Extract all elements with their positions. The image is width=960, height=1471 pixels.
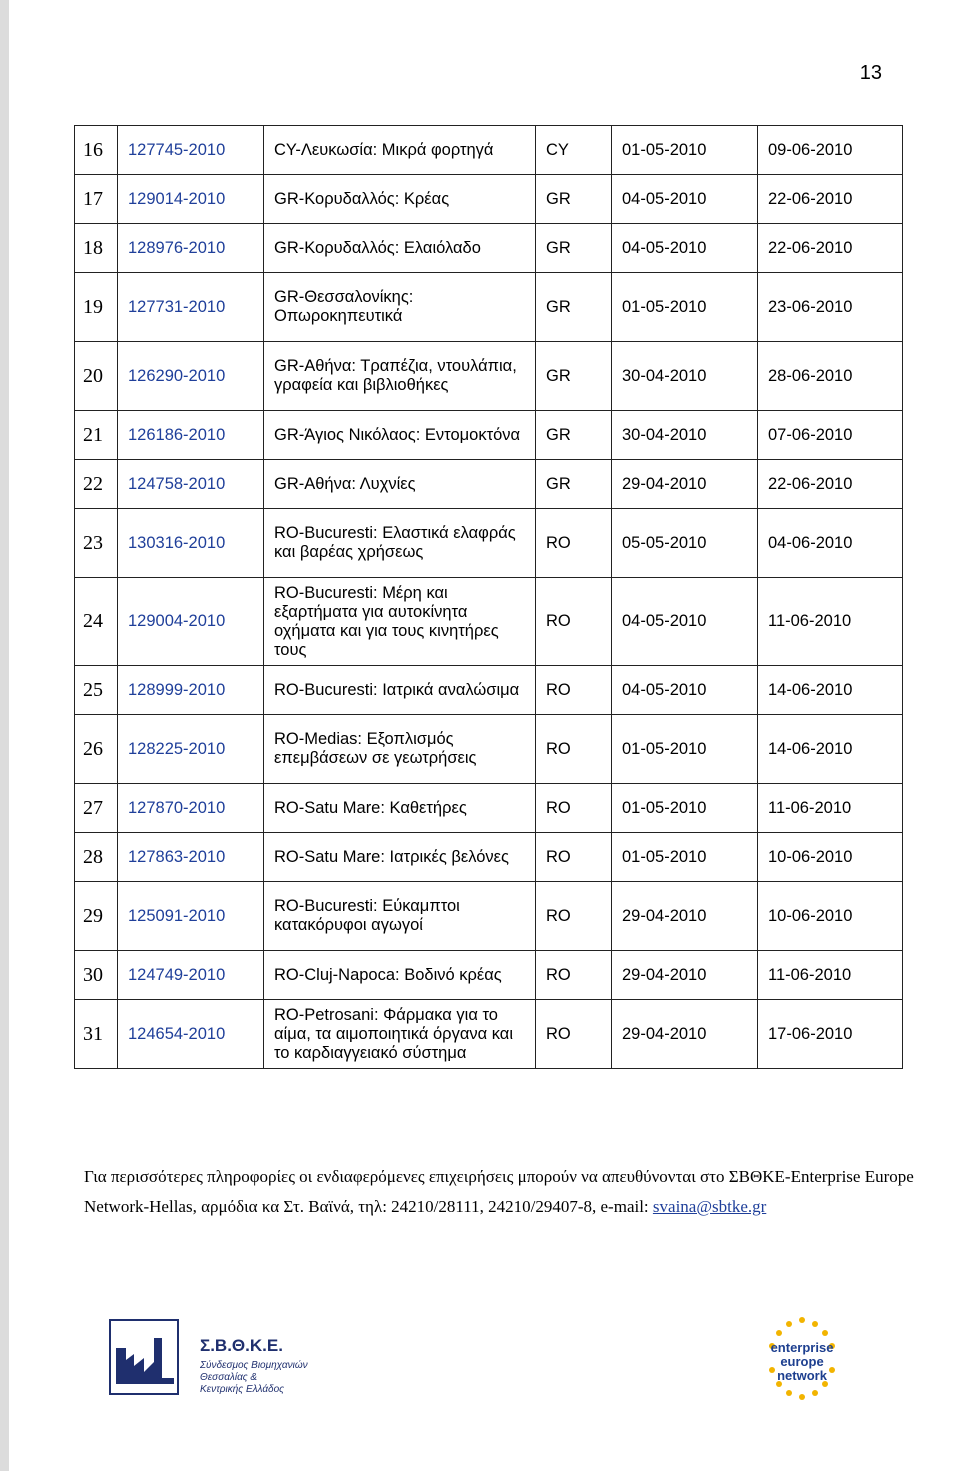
publication-date: 30-04-2010 xyxy=(612,342,758,411)
reference-number: 127863-2010 xyxy=(118,833,264,882)
deadline-date: 11-06-2010 xyxy=(758,784,903,833)
publication-date: 01-05-2010 xyxy=(612,833,758,882)
page-number: 13 xyxy=(859,62,882,84)
reference-number: 129004-2010 xyxy=(118,578,264,666)
deadline-date: 11-06-2010 xyxy=(758,578,903,666)
publication-date: 04-05-2010 xyxy=(612,224,758,273)
publication-date: 04-05-2010 xyxy=(612,666,758,715)
publication-date: 01-05-2010 xyxy=(612,715,758,784)
publication-date: 29-04-2010 xyxy=(612,951,758,1000)
deadline-date: 28-06-2010 xyxy=(758,342,903,411)
contact-note xyxy=(84,1162,914,1222)
deadline-date: 22-06-2010 xyxy=(758,224,903,273)
country-code: RO xyxy=(536,951,612,1000)
row-index: 26 xyxy=(75,715,118,784)
reference-number: 128976-2010 xyxy=(118,224,264,273)
deadline-date: 10-06-2010 xyxy=(758,833,903,882)
reference-number: 124654-2010 xyxy=(118,1000,264,1069)
deadline-date: 10-06-2010 xyxy=(758,882,903,951)
tender-description: RO-Bucuresti: Ιατρικά αναλώσιμα xyxy=(264,666,536,715)
tender-description: RO-Bucuresti: Μέρη και εξαρτήματα για αυτοκίνητα οχήματα και για τους κινητήρες τους xyxy=(264,578,536,666)
table-row xyxy=(75,460,903,509)
reference-number: 126186-2010 xyxy=(118,411,264,460)
deadline-date: 14-06-2010 xyxy=(758,715,903,784)
table-row xyxy=(75,882,903,951)
country-code: GR xyxy=(536,224,612,273)
deadline-date: 09-06-2010 xyxy=(758,126,903,175)
enterprise-europe-network-logo xyxy=(752,1310,852,1422)
table-row xyxy=(75,509,903,578)
country-code: RO xyxy=(536,715,612,784)
table-row xyxy=(75,342,903,411)
country-code: RO xyxy=(536,882,612,951)
country-code: GR xyxy=(536,342,612,411)
reference-number: 129014-2010 xyxy=(118,175,264,224)
country-code: CY xyxy=(536,126,612,175)
publication-date: 29-04-2010 xyxy=(612,460,758,509)
sbtke-line1: Σύνδεσμος Βιομηχανιών xyxy=(200,1360,308,1371)
tender-description: GR-Κορυδαλλός: Ελαιόλαδο xyxy=(264,224,536,273)
deadline-date: 07-06-2010 xyxy=(758,411,903,460)
row-index: 30 xyxy=(75,951,118,1000)
sbtke-title: Σ.Β.Θ.Κ.Ε. xyxy=(200,1336,283,1355)
row-index: 16 xyxy=(75,126,118,175)
tender-description: GR-Αθήνα: Τραπέζια, ντουλάπια, γραφεία και βιβλιοθήκες xyxy=(264,342,536,411)
sbtke-line3: Κεντρικής Ελλάδος xyxy=(200,1384,285,1395)
tenders-table xyxy=(74,125,903,1069)
tender-description: RO-Petrosani: Φάρμακα για το αίμα, τα αιμοποιητικά όργανα και το καρδιαγγειακό σύστημα xyxy=(264,1000,536,1069)
reference-number: 126290-2010 xyxy=(118,342,264,411)
publication-date: 04-05-2010 xyxy=(612,175,758,224)
row-index: 28 xyxy=(75,833,118,882)
reference-number: 130316-2010 xyxy=(118,509,264,578)
tender-description: RO-Satu Mare: Καθετήρες xyxy=(264,784,536,833)
table-row xyxy=(75,411,903,460)
deadline-date: 22-06-2010 xyxy=(758,460,903,509)
country-code: RO xyxy=(536,666,612,715)
row-index: 24 xyxy=(75,578,118,666)
table-row xyxy=(75,833,903,882)
tender-description: RO-Medias: Εξοπλισμός επεμβάσεων σε γεωτρήσεις xyxy=(264,715,536,784)
page-edge xyxy=(0,0,9,1471)
tender-description: RO-Bucuresti: Ελαστικά ελαφράς και βαρέας χρήσεως xyxy=(264,509,536,578)
tender-description: RO-Satu Mare: Ιατρικές βελόνες xyxy=(264,833,536,882)
reference-number: 128999-2010 xyxy=(118,666,264,715)
tender-description: GR-Αθήνα: Λυχνίες xyxy=(264,460,536,509)
reference-number: 125091-2010 xyxy=(118,882,264,951)
row-index: 25 xyxy=(75,666,118,715)
tender-description: CY-Λευκωσία: Μικρά φορτηγά xyxy=(264,126,536,175)
country-code: GR xyxy=(536,273,612,342)
row-index: 27 xyxy=(75,784,118,833)
contact-text: Για περισσότερες πληροφορίες οι ενδιαφερόμενες επιχειρήσεις μπορούν να απευθύνονται στο ΣΒΘΚΕ-Enterprise Europe Network-Hellas, αρμόδια κα Στ. Βαϊνά, τηλ: 24210/28111, 24210/29407-8, e-mail: xyxy=(84,1167,914,1216)
email-link[interactable]: svaina@sbtke.gr xyxy=(652,1197,767,1216)
country-code: GR xyxy=(536,460,612,509)
table-row xyxy=(75,1000,903,1069)
tender-description: RO-Bucuresti: Εύκαμπτοι κατακόρυφοι αγωγοί xyxy=(264,882,536,951)
tender-description: RO-Cluj-Napoca: Βοδινό κρέας xyxy=(264,951,536,1000)
publication-date: 01-05-2010 xyxy=(612,784,758,833)
table-row xyxy=(75,951,903,1000)
sbtke-logo xyxy=(108,1318,338,1398)
row-index: 31 xyxy=(75,1000,118,1069)
reference-number: 124749-2010 xyxy=(118,951,264,1000)
table-row xyxy=(75,273,903,342)
country-code: RO xyxy=(536,784,612,833)
een-line3: network xyxy=(777,1368,827,1383)
row-index: 20 xyxy=(75,342,118,411)
country-code: GR xyxy=(536,175,612,224)
tender-description: GR-Άγιος Νικόλαος: Εντομοκτόνα xyxy=(264,411,536,460)
sbtke-line2: Θεσσαλίας & xyxy=(200,1372,258,1383)
deadline-date: 23-06-2010 xyxy=(758,273,903,342)
publication-date: 29-04-2010 xyxy=(612,1000,758,1069)
country-code: GR xyxy=(536,411,612,460)
publication-date: 29-04-2010 xyxy=(612,882,758,951)
deadline-date: 22-06-2010 xyxy=(758,175,903,224)
row-index: 19 xyxy=(75,273,118,342)
publication-date: 01-05-2010 xyxy=(612,273,758,342)
deadline-date: 17-06-2010 xyxy=(758,1000,903,1069)
reference-number: 127731-2010 xyxy=(118,273,264,342)
row-index: 22 xyxy=(75,460,118,509)
publication-date: 05-05-2010 xyxy=(612,509,758,578)
table-row xyxy=(75,784,903,833)
row-index: 21 xyxy=(75,411,118,460)
publication-date: 04-05-2010 xyxy=(612,578,758,666)
row-index: 23 xyxy=(75,509,118,578)
reference-number: 127745-2010 xyxy=(118,126,264,175)
country-code: RO xyxy=(536,578,612,666)
reference-number: 127870-2010 xyxy=(118,784,264,833)
publication-date: 01-05-2010 xyxy=(612,126,758,175)
table-row xyxy=(75,126,903,175)
country-code: RO xyxy=(536,1000,612,1069)
table-row xyxy=(75,578,903,666)
deadline-date: 14-06-2010 xyxy=(758,666,903,715)
deadline-date: 11-06-2010 xyxy=(758,951,903,1000)
country-code: RO xyxy=(536,833,612,882)
reference-number: 124758-2010 xyxy=(118,460,264,509)
country-code: RO xyxy=(536,509,612,578)
reference-number: 128225-2010 xyxy=(118,715,264,784)
een-line2: europe xyxy=(780,1354,824,1369)
deadline-date: 04-06-2010 xyxy=(758,509,903,578)
tender-description: GR-Θεσσαλονίκης: Οπωροκηπευτικά xyxy=(264,273,536,342)
table-row xyxy=(75,666,903,715)
een-line1: enterprise xyxy=(770,1340,834,1355)
table-row xyxy=(75,224,903,273)
publication-date: 30-04-2010 xyxy=(612,411,758,460)
row-index: 17 xyxy=(75,175,118,224)
tender-description: GR-Κορυδαλλός: Κρέας xyxy=(264,175,536,224)
table-row xyxy=(75,715,903,784)
row-index: 29 xyxy=(75,882,118,951)
row-index: 18 xyxy=(75,224,118,273)
table-row xyxy=(75,175,903,224)
